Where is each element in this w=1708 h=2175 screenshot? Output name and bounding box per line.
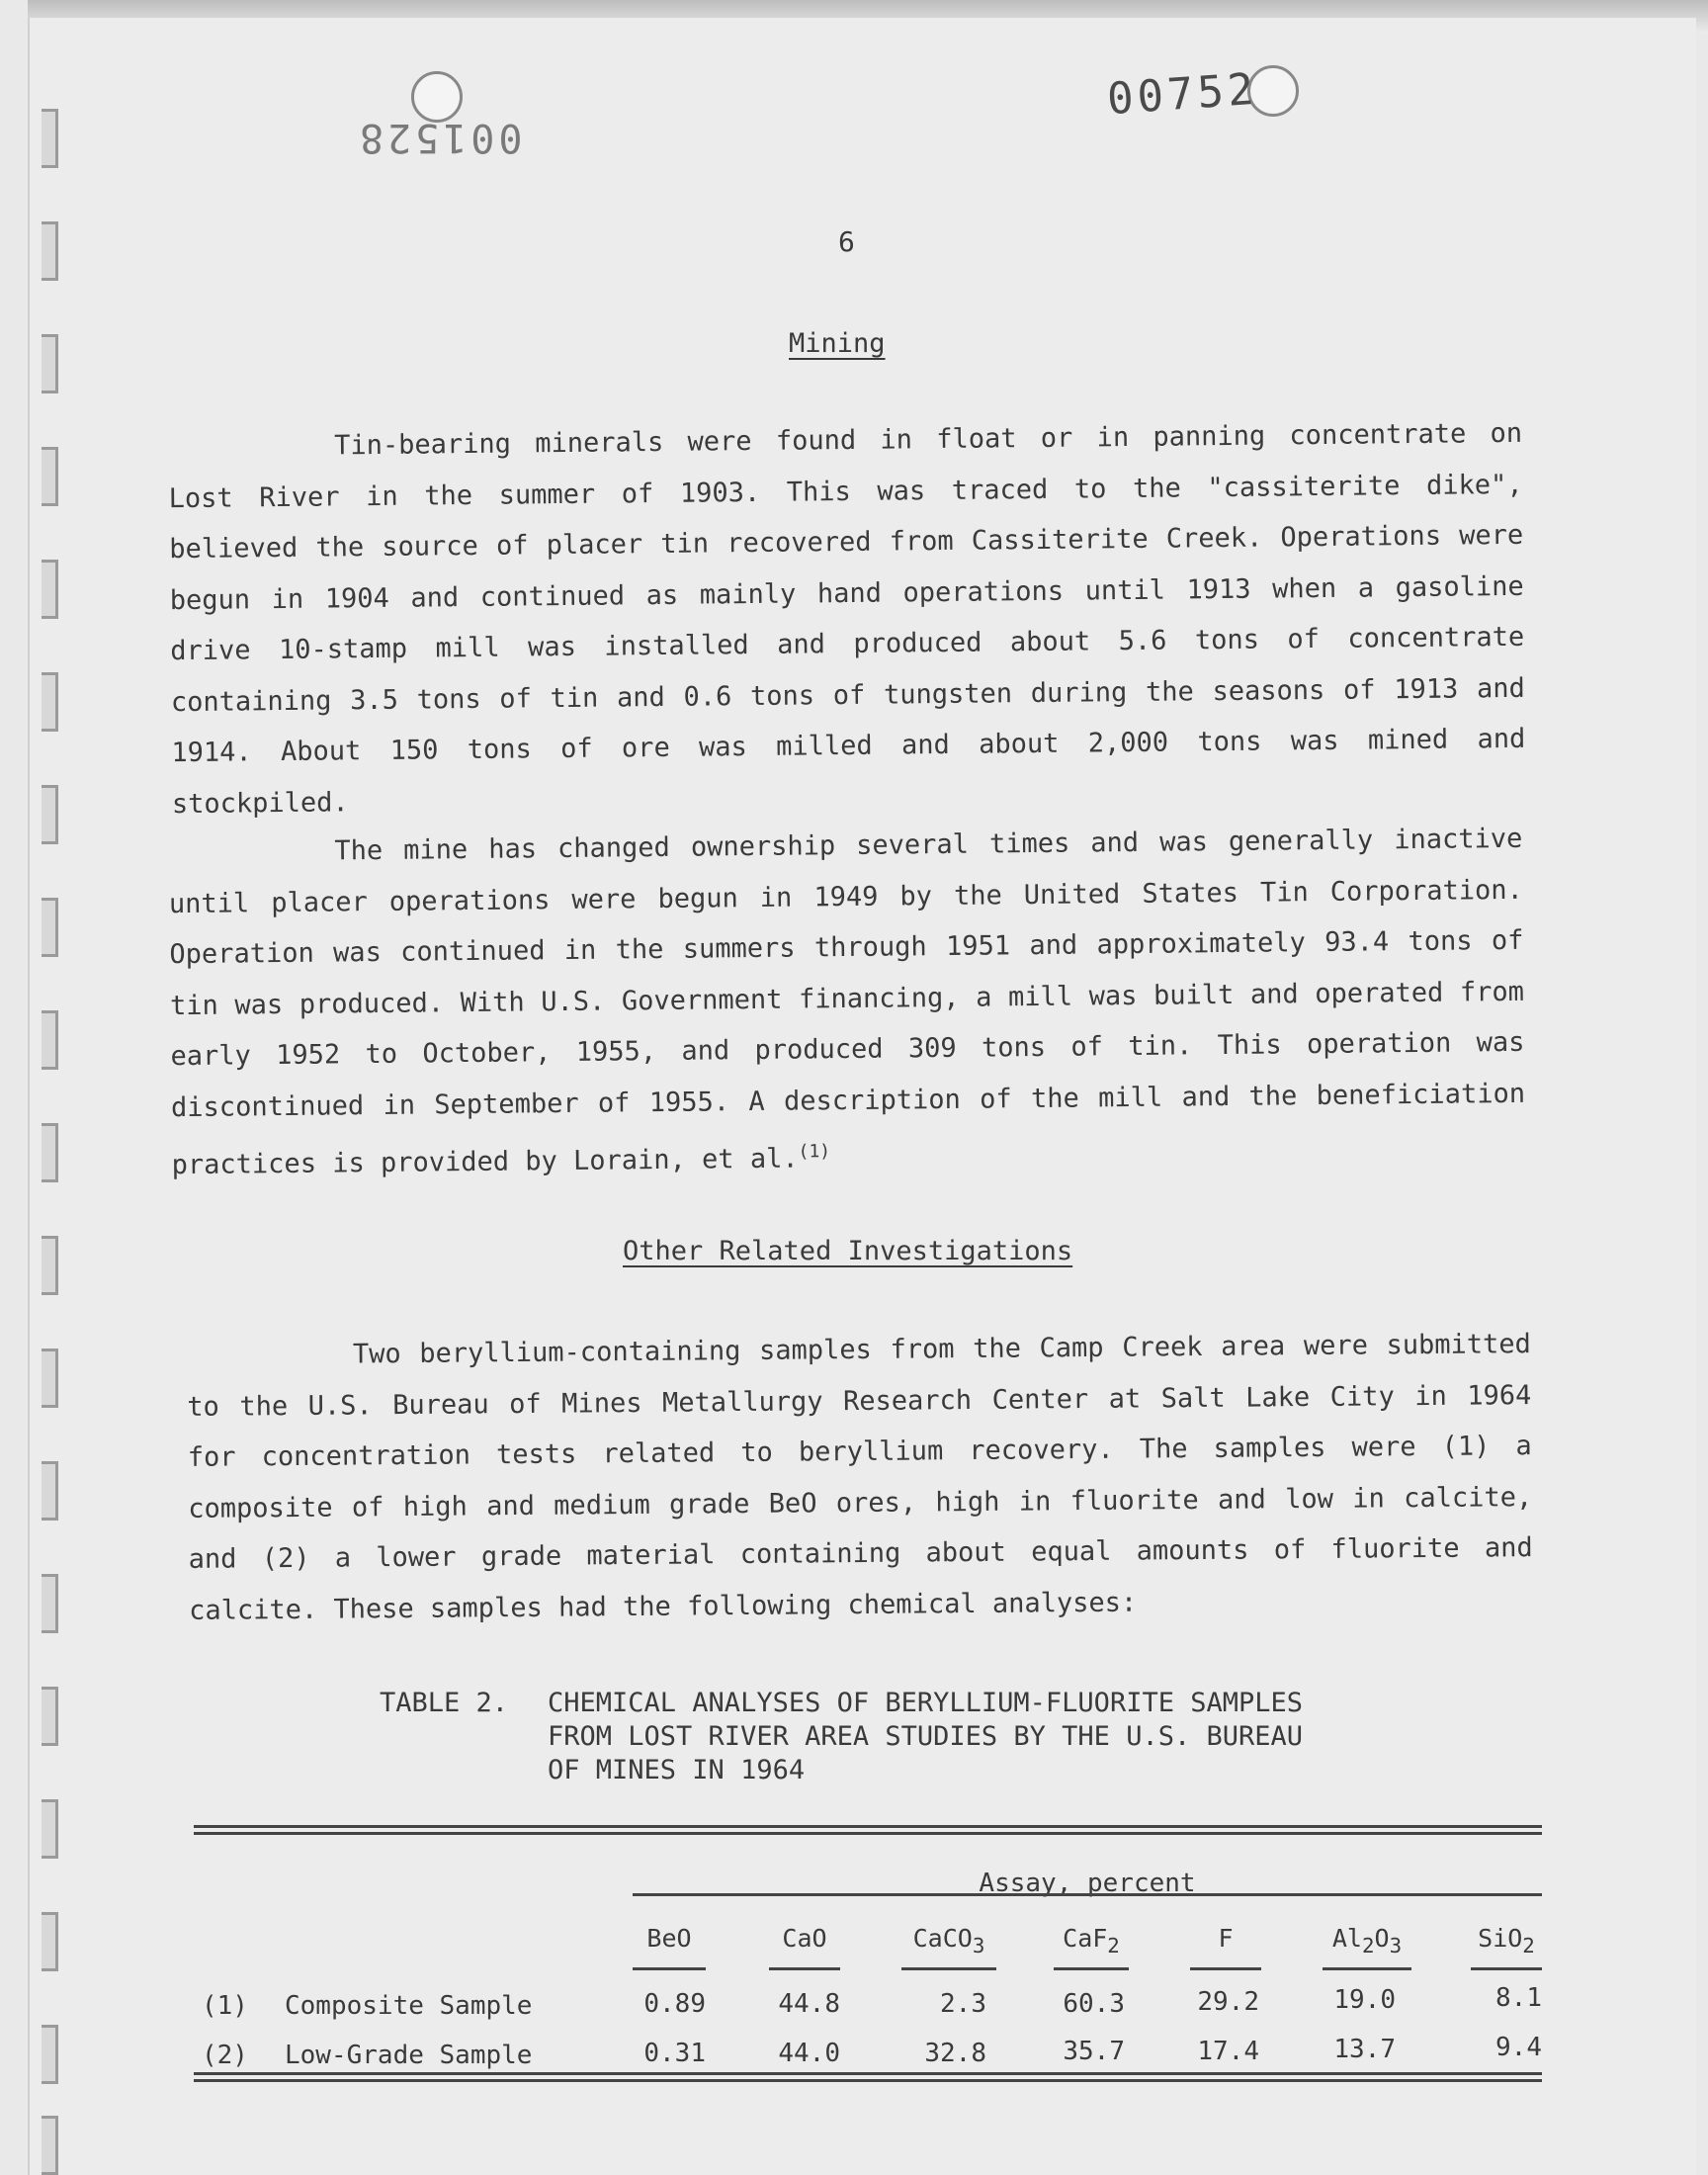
column-header [769,1924,840,1970]
binding-clip [42,1574,58,1633]
binding-clip [42,221,58,281]
assay-group-rule [633,1893,1542,1896]
binding-clip [42,560,58,619]
row-number: (2) [202,2041,248,2070]
column-header [633,1924,706,1970]
table-cell: 35.7 [1063,2037,1125,2066]
binding-clip [42,785,58,844]
paragraph-text: The mine has changed ownership several times and was generally inactive until placer operations were begun in 1949 by the United States Tin Corporation. Operation was continued in the summers through 1951 and approximately 93.4 tons of tin was produced. With U.S. Government financing, a mill was built and operated from early 1952 to October, 1955, and produced 309 tons of tin. This operation was discontinued in September of 1955. A description of the mill and the beneficiation practices is provided by Lorain, et al. [168,823,1526,1181]
column-header-label: SiO [1478,1924,1523,1953]
binding-clip [42,109,58,168]
document-stamp-left: 001528 [356,115,523,160]
table-cell: 0.31 [643,2039,706,2068]
column-header-subscript: 2 [1522,1934,1535,1958]
paragraph-text: Two beryllium-containing samples from the Camp Creek area were submitted to the U.S. Bureau of Mines Metallurgy Research Center at Salt Lake City in 1964 for concentration tests related to beryllium recovery. The samples were (1) a composite of high and medium grade BeO ores, high in fluorite and low in calcite, and (2) a lower grade material containing about equal amounts of fluorite and calcite. These samples had the following chemical analyses: [187,1329,1533,1626]
assay-group-header: Assay, percent [979,1869,1196,1898]
page-number: 6 [838,225,855,258]
column-header [1190,1924,1261,1970]
row-name: Low-Grade Sample [285,2041,533,2070]
binding-clip [42,1799,58,1859]
binding-clip [42,1236,58,1295]
table-cell: 9.4 [1495,2033,1542,2062]
binding-clip [42,1461,58,1521]
section-heading-mining: Mining [789,328,886,359]
table-cell: 0.89 [643,1989,706,2019]
column-header-subscript: 2 [1107,1934,1120,1958]
binding-clip [42,1010,58,1070]
column-header [901,1924,996,1970]
column-header-label: CaO [782,1924,827,1953]
table-label: TABLE 2. [380,1688,509,1718]
binding-strip [36,109,75,2165]
binding-clip [42,447,58,506]
row-name: Composite Sample [285,1991,533,2021]
table-cell: 19.0 [1333,1985,1396,2015]
column-header [1471,1924,1542,1970]
paragraph-text: Tin-bearing minerals were found in float or in panning concentrate on Lost River in the summer of 1903. This was traced to the "cassiterite dike", believed the source of placer tin recovered from Cassiterite Creek. Operations were begun in 1904 and continued as mainly hand operations until 1913 when a gasoline drive 10-stamp mill was installed and produced about 5.6 tons of concentrate containing 3.5 tons of tin and 0.6 tons of tungsten during the seasons of 1913 and 1914. About 150 tons of ore was milled and about 2,000 tons was mined and stockpiled. [168,417,1526,820]
binding-clip [42,1348,58,1408]
table-bottom-rule [194,2072,1542,2082]
column-header-subscript: 3 [972,1934,985,1958]
binding-clip [42,672,58,732]
table-cell: 60.3 [1063,1989,1125,2019]
binding-clip [42,334,58,393]
column-header [1323,1924,1411,1970]
column-header-label: CaF [1063,1924,1108,1953]
table-cell: 29.2 [1197,1987,1259,2017]
section-heading-other-investigations: Other Related Investigations [623,1236,1073,1266]
paragraph [187,1319,1534,1636]
document-stamp-right: 00752 [1105,63,1260,126]
table-title: CHEMICAL ANALYSES OF BERYLLIUM-FLUORITE SAMPLES FROM LOST RIVER AREA STUDIES BY THE U.S. BUREAU OF MINES IN 1964 [548,1688,1304,1785]
footnote-reference: (1) [798,1141,831,1163]
binding-clip [42,1687,58,1746]
table-cell: 13.7 [1333,2035,1396,2064]
column-header-label: CaCO [912,1924,973,1953]
binding-clip [42,898,58,957]
binding-clip [42,2116,58,2175]
column-header [1054,1924,1129,1970]
paragraph [168,408,1526,829]
binding-clip [42,2025,58,2084]
table-cell: 32.8 [924,2039,986,2068]
table-cell: 2.3 [940,1989,986,2019]
table-cell: 17.4 [1197,2037,1259,2066]
binding-clip [42,1912,58,1971]
table-cell: 8.1 [1495,1983,1542,2013]
table-top-rule [194,1825,1542,1835]
binding-clip [42,1123,58,1182]
table-caption [380,1687,1303,1787]
column-header-label: $Al_2O_3$ [1331,1924,1403,1958]
table-cell: 44.8 [778,1989,840,2019]
column-header-label: BeO [646,1924,692,1953]
paragraph [168,814,1526,1191]
table-cell: 44.0 [778,2039,840,2068]
column-header-label: F [1218,1924,1234,1953]
row-number: (1) [202,1991,248,2021]
